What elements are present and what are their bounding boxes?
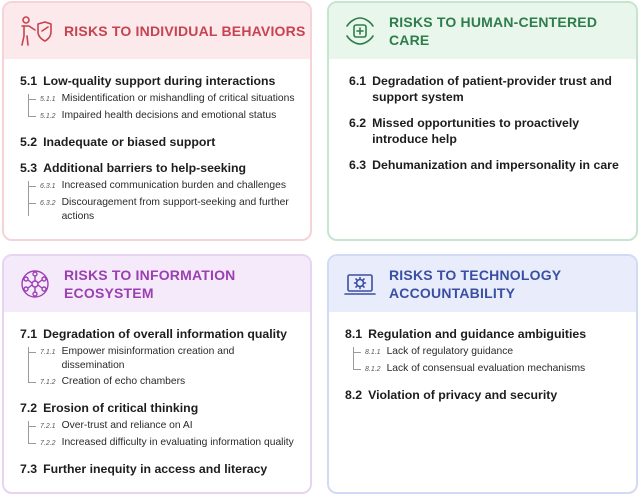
section-number: 5.2: [20, 135, 38, 149]
risk-section: [20, 134, 300, 150]
risk-section: [349, 157, 626, 173]
subsection-list: [28, 179, 300, 224]
person-shield-icon: [18, 14, 52, 48]
subsection-number: 5.1.2: [40, 113, 56, 120]
subsection-number: 7.2.2: [40, 440, 56, 447]
subsection-number: 6.3.1: [40, 183, 56, 190]
subsection-item: [365, 345, 626, 360]
subsection-item: [40, 109, 300, 124]
subsection-number: 8.1.2: [365, 366, 381, 373]
risk-section: [20, 461, 300, 477]
card-title: RISKS TO HUMAN-CENTERED CARE: [389, 14, 598, 48]
card-body: [329, 59, 636, 173]
subsection-item: [40, 375, 300, 390]
subsection-list: [28, 92, 300, 124]
section-number: 7.2: [20, 401, 38, 415]
card-information-ecosystem: [2, 254, 312, 494]
section-label: Degradation of patient-provider trust and support system: [372, 74, 612, 104]
section-heading: [20, 134, 300, 150]
subsection-list: [28, 419, 300, 451]
section-label: Degradation of overall information quality: [43, 327, 288, 341]
section-heading: [349, 73, 626, 105]
risk-section: [20, 160, 300, 224]
subsection-number: 8.1.1: [365, 349, 381, 356]
section-label: Missed opportunities to proactively introduce help: [372, 116, 580, 146]
risk-section: [20, 400, 300, 451]
subsection-label: Empower misinformation creation and dissemination: [61, 346, 235, 371]
network-icon: [18, 267, 52, 301]
card-individual-behaviors: [2, 1, 312, 241]
section-number: 5.3: [20, 161, 38, 175]
subsection-label: Discouragement from support-seeking and further actions: [61, 197, 289, 222]
card-title: RISKS TO INDIVIDUAL BEHAVIORS: [64, 23, 306, 39]
section-heading: [345, 326, 626, 342]
subsection-item: [40, 196, 300, 224]
subsection-item: [40, 92, 300, 107]
subsection-list: [353, 345, 626, 377]
card-header: [329, 256, 636, 312]
card-header: [4, 3, 310, 59]
section-number: 6.1: [349, 74, 367, 88]
subsection-list: [28, 345, 300, 390]
subsection-label: Increased difficulty in evaluating information quality: [61, 437, 294, 448]
card-title: RISKS TO TECHNOLOGY ACCOUNTABILITY: [389, 267, 562, 301]
section-number: 6.2: [349, 116, 367, 130]
subsection-item: [40, 179, 300, 194]
card-technology-accountability: [327, 254, 638, 494]
section-label: Erosion of critical thinking: [43, 401, 199, 415]
section-number: 6.3: [349, 158, 367, 172]
subsection-number: 6.3.2: [40, 200, 56, 207]
section-heading: [345, 387, 626, 403]
section-label: Dehumanization and impersonality in care: [372, 158, 619, 172]
section-number: 8.1: [345, 327, 363, 341]
risk-section: [349, 73, 626, 105]
section-label: Low-quality support during interactions: [43, 74, 276, 88]
section-heading: [20, 461, 300, 477]
section-number: 8.2: [345, 388, 363, 402]
section-label: Regulation and guidance ambiguities: [368, 327, 587, 341]
section-heading: [20, 160, 300, 176]
subsection-label: Creation of echo chambers: [61, 376, 186, 387]
subsection-label: Lack of consensual evaluation mechanisms: [386, 363, 586, 374]
card-header: [4, 256, 310, 312]
subsection-label: Impaired health decisions and emotional status: [61, 110, 277, 121]
section-label: Further inequity in access and literacy: [43, 462, 268, 476]
section-label: Violation of privacy and security: [368, 388, 558, 402]
risk-section: [20, 326, 300, 390]
subsection-number: 7.1.1: [40, 349, 56, 356]
section-label: Additional barriers to help-seeking: [43, 161, 247, 175]
section-number: 7.1: [20, 327, 38, 341]
section-number: 7.3: [20, 462, 38, 476]
subsection-label: Over-trust and reliance on AI: [61, 420, 193, 431]
section-label: Inadequate or biased support: [43, 135, 216, 149]
card-title: RISKS TO INFORMATION ECOSYSTEM: [64, 267, 236, 301]
subsection-number: 7.2.1: [40, 423, 56, 430]
subsection-label: Lack of regulatory guidance: [386, 346, 514, 357]
risk-section: [345, 326, 626, 377]
section-heading: [20, 326, 300, 342]
card-body: [4, 312, 310, 477]
section-heading: [349, 115, 626, 147]
subsection-number: 7.1.2: [40, 379, 56, 386]
risk-section: [20, 73, 300, 124]
subsection-item: [40, 345, 300, 373]
card-body: [4, 59, 310, 224]
section-heading: [20, 73, 300, 89]
card-human-centered-care: [327, 1, 638, 241]
subsection-label: Misidentification or mishandling of critical situations: [61, 93, 295, 104]
subsection-label: Increased communication burden and challenges: [61, 180, 286, 191]
card-header: [329, 3, 636, 59]
section-number: 5.1: [20, 74, 38, 88]
subsection-item: [365, 362, 626, 377]
section-heading: [349, 157, 626, 173]
risk-section: [345, 387, 626, 403]
subsection-item: [40, 436, 300, 451]
card-body: [329, 312, 636, 403]
risk-section: [349, 115, 626, 147]
laptop-gear-icon: [343, 267, 377, 301]
hands-heart-icon: [343, 14, 377, 48]
section-heading: [20, 400, 300, 416]
subsection-number: 5.1.1: [40, 96, 56, 103]
subsection-item: [40, 419, 300, 434]
